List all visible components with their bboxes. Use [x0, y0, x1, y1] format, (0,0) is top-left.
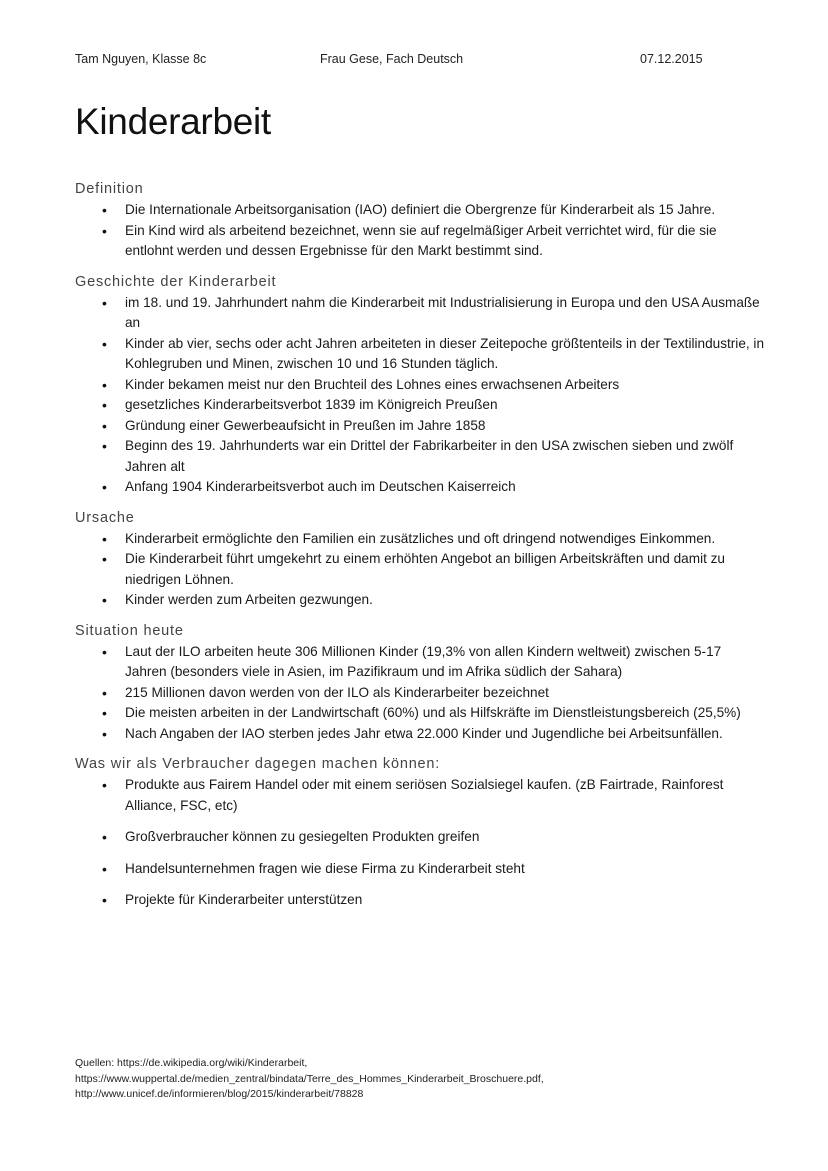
causes-list [75, 529, 765, 611]
definition-list [75, 200, 765, 262]
list-item: • 215 Millionen davon werden von der ILO als Kinderarbeiter bezeichnet [75, 683, 765, 704]
list-item: • Großverbraucher können zu gesiegelten Produkten greifen [75, 827, 765, 848]
source-line: https://www.wuppertal.de/medien_zentral/bindata/Terre_des_Hommes_Kinderarbeit_Broschuere.pdf, [75, 1072, 544, 1085]
page-title: Kinderarbeit [75, 101, 271, 142]
list-item: • Die meisten arbeiten in der Landwirtschaft (60%) und als Hilfskräfte im Dienstleistungsbereich (25,5%) [75, 703, 765, 724]
sources-footnote [75, 1056, 775, 1103]
document-body [75, 178, 765, 920]
list-item: • Handelsunternehmen fragen wie diese Firma zu Kinderarbeit steht [75, 859, 765, 880]
list-item: • Die Kinderarbeit führt umgekehrt zu einem erhöhten Angebot an billigen Arbeitskräften und damit zu niedrigen Löhnen. [75, 549, 765, 590]
section-heading-definition: Definition [75, 181, 144, 197]
consumer-actions-list [75, 775, 765, 911]
section-heading-consumer-actions: Was wir als Verbraucher dagegen machen können: [75, 756, 441, 772]
source-line: http://www.unicef.de/informieren/blog/2015/kinderarbeit/78828 [75, 1088, 364, 1100]
list-item: • Ein Kind wird als arbeitend bezeichnet, wenn sie auf regelmäßiger Arbeit verrichtet wird, für die sie entlohnt werden und dessen Ergebnisse für den Markt bestimmt sind. [75, 221, 765, 262]
list-item: • Gründung einer Gewerbeaufsicht in Preußen im Jahre 1858 [75, 416, 765, 437]
list-item: • Beginn des 19. Jahrhunderts war ein Drittel der Fabrikarbeiter in den USA zwischen sieben und zwölf Jahren alt [75, 436, 765, 477]
list-item: • im 18. und 19. Jahrhundert nahm die Kinderarbeit mit Industrialisierung in Europa und den USA Ausmaße an [75, 293, 765, 334]
list-item: • Produkte aus Fairem Handel oder mit einem seriösen Sozialsiegel kaufen. (zB Fairtrade, Rainforest Alliance, FSC, etc) [75, 775, 765, 816]
history-list [75, 293, 765, 498]
list-item: • Projekte für Kinderarbeiter unterstützen [75, 890, 765, 911]
list-item: • Nach Angaben der IAO sterben jedes Jahr etwa 22.000 Kinder und Jugendliche bei Arbeitsunfällen. [75, 724, 765, 745]
section-heading-causes: Ursache [75, 509, 135, 526]
header-author: Tam Nguyen, Klasse 8c [75, 52, 207, 66]
list-item: • Anfang 1904 Kinderarbeitsverbot auch im Deutschen Kaiserreich [75, 477, 765, 498]
section-heading-situation-today: Situation heute [75, 622, 184, 639]
section-heading-history: Geschichte der Kinderarbeit [75, 273, 277, 290]
list-item: • Kinder ab vier, sechs oder acht Jahren arbeiteten in dieser Zeitepoche größtenteils in der Textilindustrie, in Kohlegruben und Minen, zwischen 10 und 16 Stunden täglich. [75, 334, 765, 375]
list-item: • Kinder bekamen meist nur den Bruchteil des Lohnes eines erwachsenen Arbeiters [75, 375, 765, 396]
header-date: 07.12.2015 [640, 52, 703, 66]
list-item: • Laut der ILO arbeiten heute 306 Millionen Kinder (19,3% von allen Kindern weltweit) zwischen 5-17 Jahren (besonders viele in Asien, im Pazifikraum und im Afrika südlich der Sahara) [75, 642, 765, 683]
list-item: • Kinderarbeit ermöglichte den Familien ein zusätzliches und oft dringend notwendiges Einkommen. [75, 529, 765, 550]
header-teacher: Frau Gese, Fach Deutsch [320, 52, 464, 66]
situation-list [75, 642, 765, 745]
list-item: • Die Internationale Arbeitsorganisation (IAO) definiert die Obergrenze für Kinderarbeit als 15 Jahre. [75, 200, 765, 221]
list-item: • gesetzliches Kinderarbeitsverbot 1839 im Königreich Preußen [75, 395, 765, 416]
source-line: Quellen: https://de.wikipedia.org/wiki/Kinderarbeit, [75, 1057, 308, 1069]
list-item: • Kinder werden zum Arbeiten gezwungen. [75, 590, 765, 611]
